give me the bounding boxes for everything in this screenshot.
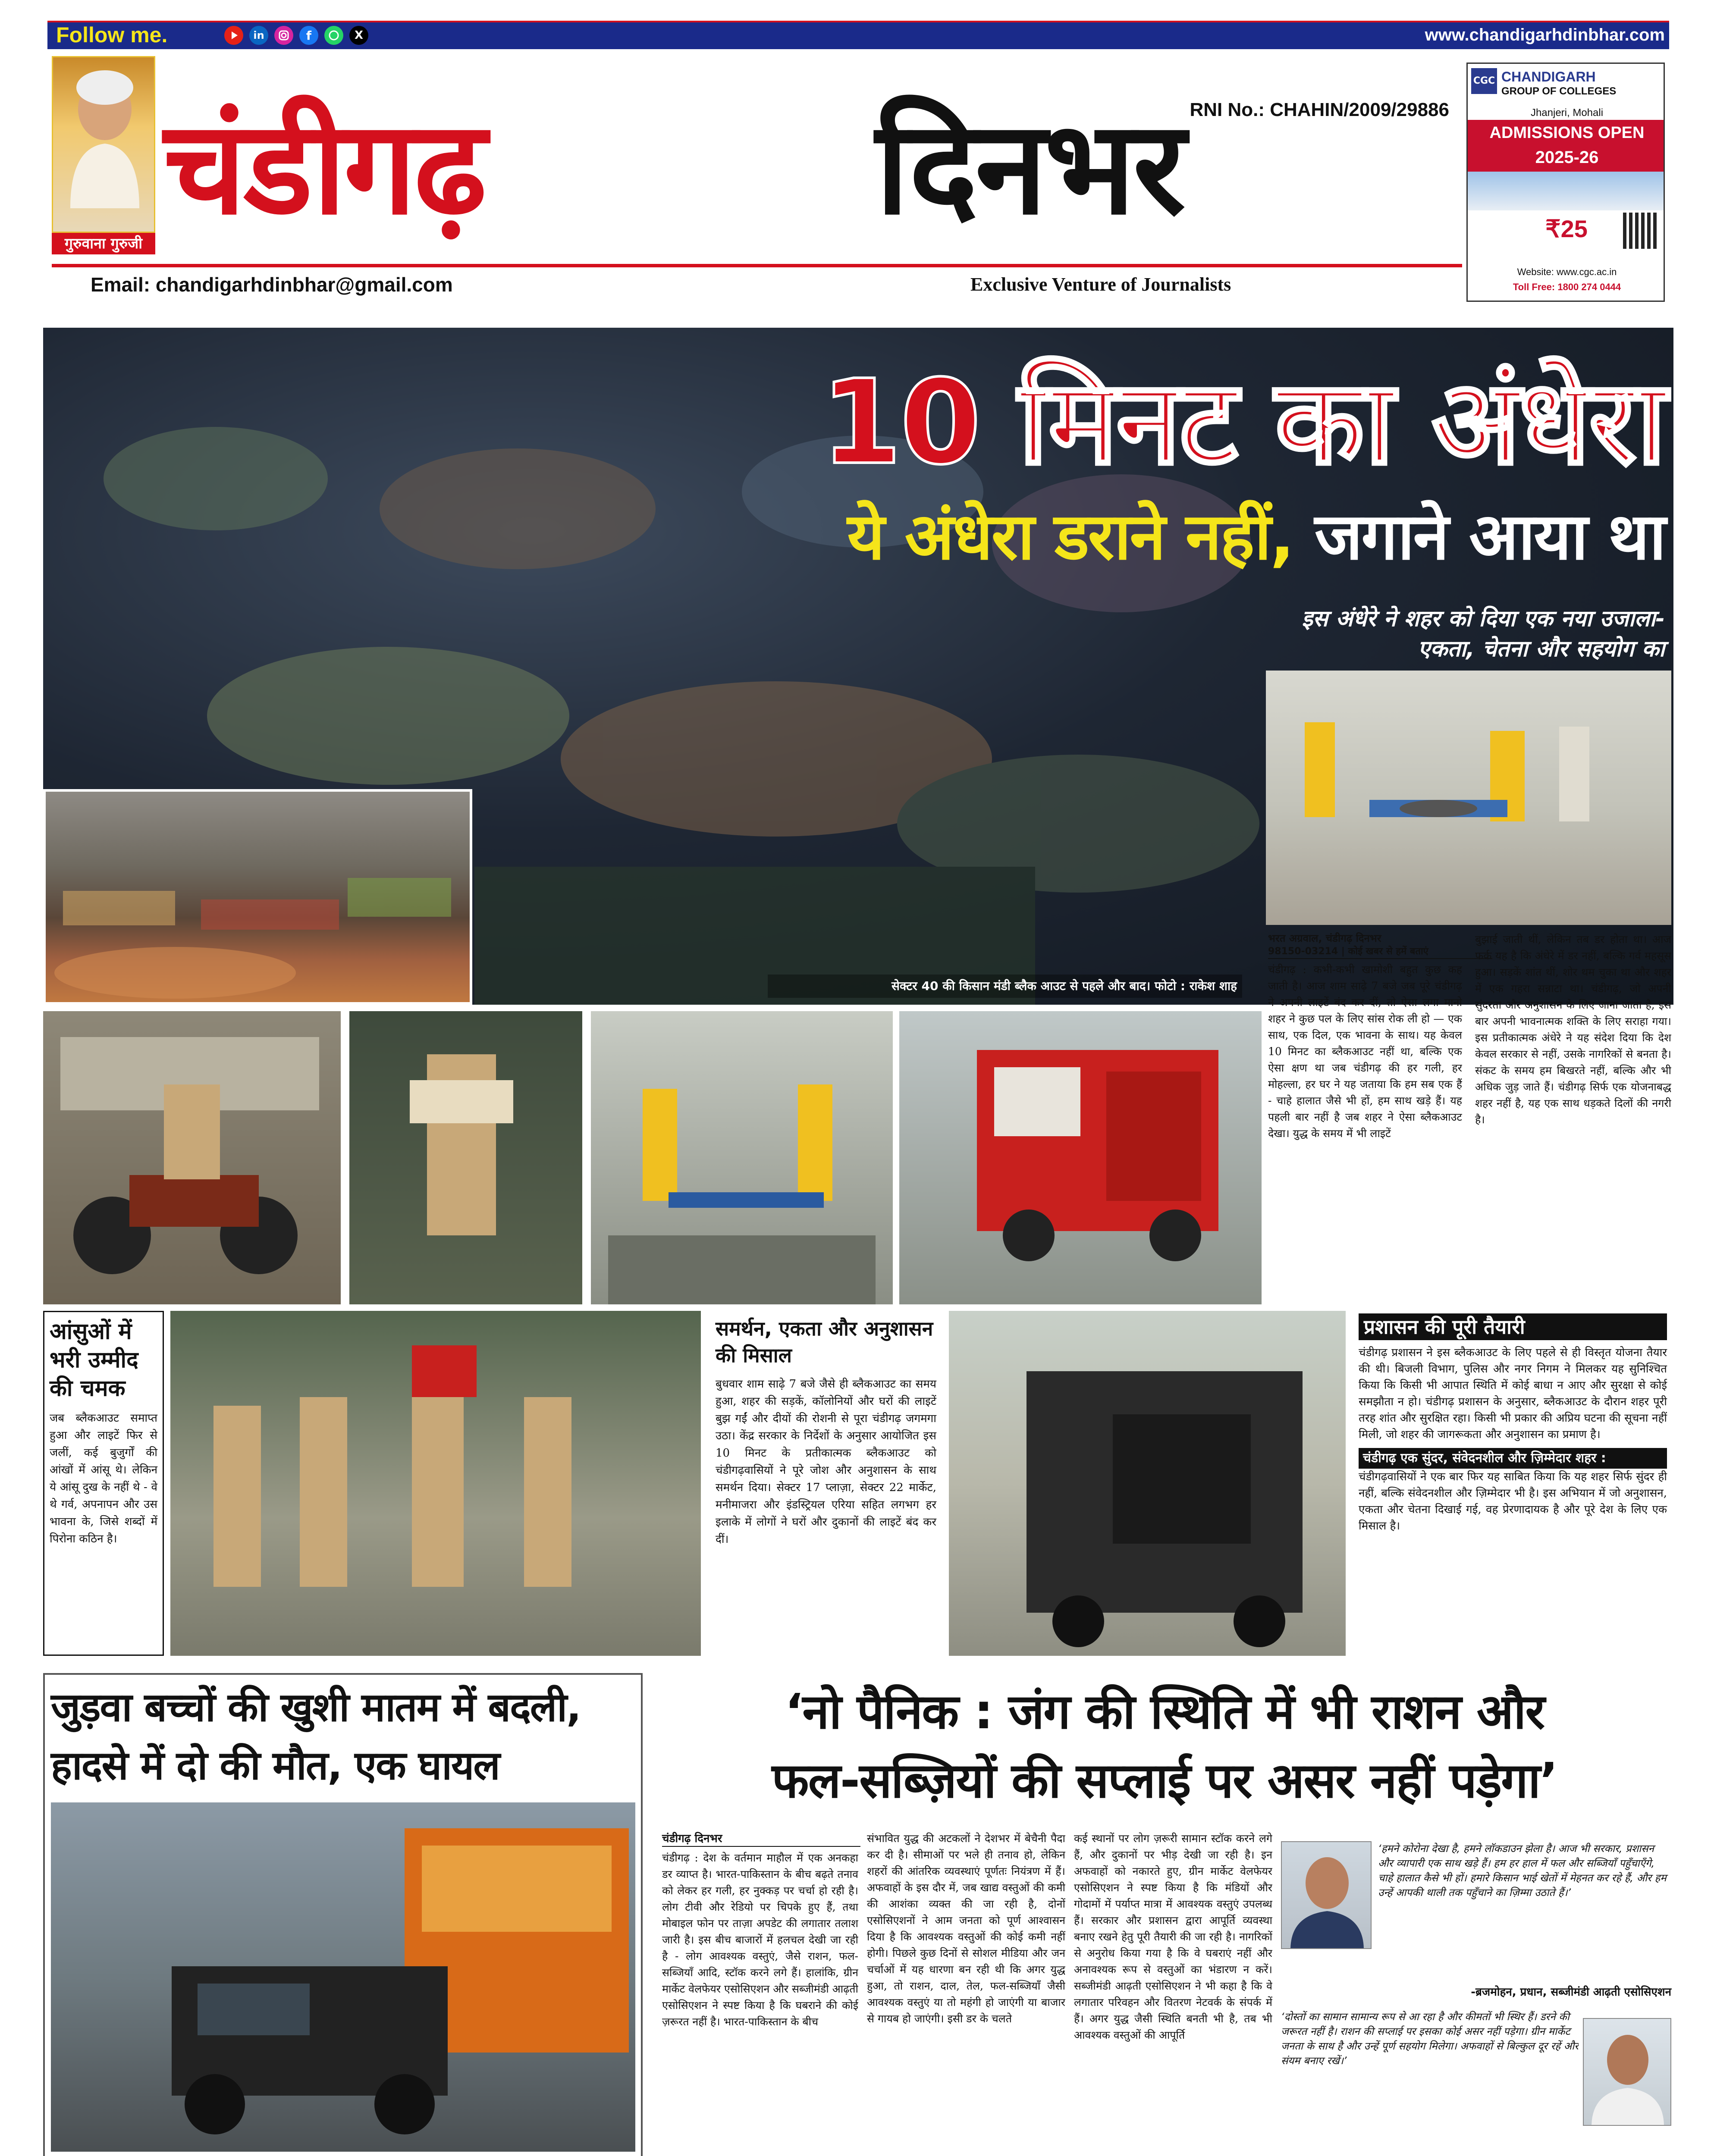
ration-quote-2: ‘दोस्तों का सामान सामान्य रूप से आ रहा है और कीमतों भी स्थिर हैं। डरने की जरूरत नहीं है। राशन की सप्लाई पर इसका कोई असर नहीं पड़ेगा। ग्रीन मार्केट जनता के साथ है और उन्हें पूर्ण सहयोग मिलेगा। अफवाहों से बिल्कुल दूर रहें और संयम बनाए रखें।’ [1281,2011,1579,2067]
support-box [709,1311,942,1656]
cgc-campus-image [1468,172,1665,210]
tears-box [43,1311,164,1656]
tagline: Exclusive Venture of Journalists [970,274,1231,295]
cgc-session: 2025-26 [1535,148,1599,167]
email-line[interactable]: Email: chandigarhdinbhar@gmail.com [91,273,453,296]
lead-byline [1268,931,1492,959]
portrait-caption: गुरुवाना गुरुजी [52,233,155,254]
ration-column-3: कई स्थानों पर लोग ज़रूरी सामान स्टॉक करने लगे हैं, और दुकानों पर भीड़ देखी जा रही है। इन अफवाहों को नकारते हुए, ग्रीन मार्केट वेलफेयर एसोसिएशन ने स्पष्ट किया है कि मंडियों और गोदामों में पर्याप्त मात्रा में आवश्यक वस्तुएं उपलब्ध हैं। सरकार और प्रशासन द्वारा आपूर्ति व्यवस्था बनाए रखने हेतु पूरी तैयारी की जा रही है। नागरिकों से अनुरोध किया गया है कि वे घबराएं नहीं और अनावश्यक रूप से वस्तुओं का भंडारण न करें। सब्जीमंडी आढ़ती एसोसिएशन ने भी कहा है कि वे लगातार परिवहन और वितरण नेटवर्क के संपर्क में हैं। अगर युद्ध जैसी स्थिति बनती भी है, तब भी आवश्यक वस्तुओं की आपूर्ति [1074,1832,1272,2041]
police-motorcycle-photo [43,1011,341,1304]
cgc-brand-line1: CHANDIGARH [1501,69,1596,85]
tears-body: जब ब्लैकआउट समाप्त हुआ और लाइटें फिर से जलीं, कई बुजुर्गों की आंखों में आंसू थे। लेकिन ये आंसू दुख के नहीं थे - वे थे गर्व, अपनापन और उस भावना के, जिसे शब्दों में पिरोना कठिन है। [50,1412,157,1545]
admin-body: चंडीगढ़ प्रशासन ने इस ब्लैकआउट के लिए पहले से ही विस्तृत योजना तैयार की थी। बिजली विभाग, पुलिस और नगर निगम ने मिलकर यह सुनिश्चित किया कि किसी भी आपात स्थिति में कोई बाधा न आए और सुरक्षा से कोई समझौता न हो। चंडीगढ़ प्रशासन के अनुसार, ब्लैकआउट के दौरान शहर पूरी तरह शांत और सुरक्षित रहा। किसी भी प्रकार की अप्रिय घटना की सूचना नहीं मिली, जो शहर की जागरूकता और अनुशासन का प्रमाण है। [1359,1346,1667,1441]
cgc-website: Website: www.cgc.ac.in [1517,266,1617,277]
rni-number: RNI No.: CHAHIN/2009/29886 [1190,99,1449,120]
brijmohan-photo [1281,1841,1372,1949]
stretcher-carry-photo [591,1011,893,1304]
social-icons [224,26,368,45]
admin-heading: प्रशासन की पूरी तैयारी [1359,1313,1667,1340]
ration-headline-1: ‘नो पैनिक : जंग की स्थिति में भी राशन और [785,1684,1544,1740]
website-link[interactable]: www.chandigarhdinbhar.com [1425,25,1665,44]
fire-truck-photo [899,1011,1262,1304]
lead-headline: 10 मिनट का अंधेरा [820,354,1665,490]
youtube-icon[interactable] [224,26,243,45]
cgc-location: Jhanjeri, Mohali [1530,107,1604,119]
ration-headline-2: फल-सब्ज़ियों की सप्लाई पर असर नहीं पड़ेगा’ [772,1753,1557,1809]
masthead-title-left: चंडीगढ़ [164,93,484,243]
qr-code-icon [1623,213,1659,249]
lead-column-1: चंडीगढ़ : कभी-कभी खामोशी बहुत कुछ कह जाती है। आज शाम साढ़े 7 बजे जब पूरे चंडीगढ़ ने अपनी लाइटें बंद कर दीं, तो ऐसा लगा मानो शहर ने कुछ पल के लिए सांस रोक ली हो — एक साथ, एक दिल, एक भावना के साथ। यह केवल 10 मिनट का ब्लैकआउट नहीं था, बल्कि एक ऐसा क्षण था जब चंडीगढ़ की हर गली, हर मोहल्ला, हर घर ने यह जताया कि हम सब एक हैं - चाहे हालात जैसे भी हों, हम साथ खड़े हैं। यह पहली बार नहीं है जब शहर ने ऐसा ब्लैकआउट देखा। युद्ध के समय में भी लाइटें [1268,963,1462,1140]
masthead-title-right: दिनभर [876,93,1183,243]
ration-quote-1-name: -ब्रजमोहन, प्रधान, सब्जीमंडी आढ़ती एसोसिएशन [1471,1986,1671,1999]
facebook-icon[interactable]: f [299,26,318,45]
masthead-underline [52,264,1462,267]
mandi-inset-photo [43,789,472,1005]
guru-portrait [52,56,155,233]
ration-byline: चंडीगढ़ दिनभर [662,1830,860,1847]
cgc-admissions-banner [1468,120,1665,172]
sunil-gupta-photo [1583,2018,1671,2126]
lead-column-2: बुझाई जाती थीं, लेकिन तब डर होता था। आज फर्क यह है कि अंधेरे में डर नहीं, बल्कि गर्व महसूस हुआ। सड़कें शांत थीं, शोर थम चुका था और शहर में एक गहरा सन्नाटा था। चंडीगढ़, जो अपनी सुंदरता और अनुशासन के लिए जाना जाता है, इस बार अपनी भावनात्मक शक्ति के लिए सराहा गया। इस प्रतीकात्मक अंधेरे ने यह संदेश दिया कि देश केवल सरकार से नहीं, उसके नागरिकों से बनता है। संकट के समय हम बिखरते नहीं, बल्कि और भी अधिक जुड़ जाते हैं। चंडीगढ़ सिर्फ एक योजनाबद्ध शहर नहीं है, यह एक साथ धड़कते दिलों की नगरी है। [1475,933,1671,1126]
police-armored-vehicle-photo [949,1311,1346,1656]
ration-quote-1: ‘हमने कोरोना देखा है, हमने लॉकडाउन झेला है। आज भी सरकार, प्रशासन और व्यापारी एक साथ खड़े हैं। हम हर हाल में फल और सब्जियाँ पहुँचाएँगे, चाहे हालात कैसे भी हों। हमारे किसान भाई खेतों में मेहनत कर रहे हैं, और हम उन्हें आपकी थाली तक पहुँचाने का ज़िम्मा उठाते हैं।’ [1378,1843,1667,1899]
lead-byline-phone: 98150-03214 | कोई खबर से हमें बताएं [1268,945,1492,959]
mandi-photo-caption: सेक्टर 40 की किसान मंडी ब्लैक आउट से पहले और बाद। फोटो : राकेश शाह [768,975,1242,998]
cgc-price: ₹25 [1545,215,1588,242]
x-icon[interactable]: X [349,26,368,45]
admin-body-2: चंडीगढ़वासियों ने एक बार फिर यह साबित किया कि यह शहर सिर्फ सुंदर ही नहीं, बल्कि संवेदनशील और ज़िम्मेदार भी है। इस अभियान में जो अनुशासन, एकता और चेतना दिखाई गई, वह प्रेरणादायक है और पूरे देश के लिए एक मिसाल है। [1359,1470,1667,1532]
lead-side-caption: इस अंधेरे ने शहर को दिया एक नया उजाला- एकता, चेतना और सहयोग का [1302,606,1665,662]
fire-drill-crowd-photo [170,1311,701,1656]
ration-column-2: संभावित युद्ध की अटकलों ने देशभर में बेचैनी पैदा कर दी है। सीमाओं पर भले ही तनाव हो, लेकिन शहरों की आंतरिक व्यवस्थाएं पूर्णतः नियंत्रण में हैं। अफवाहों के इस दौर में, जब खाद्य वस्तुओं की कमी की आशंका व्यक्त की जा रही है, दोनों एसोसिएशनों ने आम जनता को पूर्ण आश्वासन दिया है कि आवश्यक वस्तुओं की कोई कमी नहीं होगी। पिछले कुछ दिनों से सोशल मीडिया और जन चर्चाओं में यह धारणा बन रही थी कि अगर युद्ध हुआ, तो राशन, दाल, तेल, फल-सब्जियाँ जैसी आवश्यक वस्तुएं या तो महंगी हो जाएंगी या बाजार से गायब हो जाएंगी। इसी डर के चलते [867,1832,1065,2025]
lead-subhead [647,496,1665,578]
linkedin-icon[interactable]: in [249,26,268,45]
whatsapp-icon[interactable] [324,26,343,45]
accident-headline-1: जुड़वा बच्चों की खुशी मातम में बदली, [51,1684,581,1730]
lead-subhead-yellow: ये अंधेरा डराने नहीं, [847,499,1293,574]
admin-heading-2: चंडीगढ़ एक सुंदर, संवेदनशील और ज़िम्मेदार शहर : [1359,1448,1667,1469]
stretcher-drill-photo [1266,671,1671,925]
lead-subhead-white: जगाने आया था [1293,499,1665,574]
cgc-tollfree: Toll Free: 1800 274 0444 [1513,282,1621,292]
support-heading: समर्थन, एकता और अनुशासन की मिसाल [716,1317,933,1367]
lead-byline-name: भरत अग्रवाल, चंडीगढ़ दिनभर [1268,932,1381,944]
cgc-brand-line2: GROUP OF COLLEGES [1501,85,1617,97]
admin-box [1354,1311,1671,1656]
cgc-admission-ad[interactable] [1466,63,1665,302]
follow-me-label: Follow me. [56,23,168,47]
ration-column-1: चंडीगढ़ : देश के वर्तमान माहौल में एक अनकहा डर व्याप्त है। भारत-पाकिस्तान के बीच बढ़ते तनाव को लेकर हर गली, हर नुक्कड़ पर चर्चा हो रही है। लोग टीवी और रेडियो पर चिपके हुए हैं, तथा मोबाइल फोन पर ताज़ा अपडेट की लगातार तलाश जारी है। इस बीच बाजारों में हलचल देखी जा रही है - लोग आवश्यक वस्तुएं, जैसे राशन, फल-सब्जियाँ आदि, स्टॉक करने लगे हैं। हालांकि, ग्रीन मार्केट वेलफेयर एसोसिएशन और सब्जीमंडी आढ़ती एसोसिएशन ने स्पष्ट किया है कि घबराने की कोई ज़रूरत नहीं है। भारत-पाकिस्तान के बीच [662,1852,858,2028]
instagram-icon[interactable] [274,26,293,45]
support-body: बुधवार शाम साढ़े 7 बजे जैसे ही ब्लैकआउट का समय हुआ, शहर की सड़कें, कॉलोनियों और घरों की लाइटें बुझ गईं और दीयों की रोशनी से पूरा चंडीगढ़ जगमगा उठा। केंद्र सरकार के निर्देशों के अनुसार आयोजित इस 10 मिनट के प्रतीकात्मक ब्लैकआउट को चंडीगढ़वासियों ने पूरे जोश और अनुशासन के साथ समर्थन दिया। सेक्टर 17 प्लाज़ा, सेक्टर 22 मार्केट, मनीमाजरा और इंडस्ट्रियल एरिया सहित लगभग हर इलाके में लोगों ने घरों और दुकानों की लाइटें बंद कर दीं। [716,1378,936,1546]
cgc-logo-badge: CGC [1471,68,1497,94]
cgc-banner-text: ADMISSIONS OPEN [1489,124,1645,142]
accident-headline-2: हादसे में दो की मौत, एक घायल [51,1742,499,1789]
accident-truck-car-photo [51,1802,635,2152]
tears-heading: आंसुओं में भरी उम्मीद की चमक [50,1319,138,1401]
carry-rescue-photo [349,1011,582,1304]
